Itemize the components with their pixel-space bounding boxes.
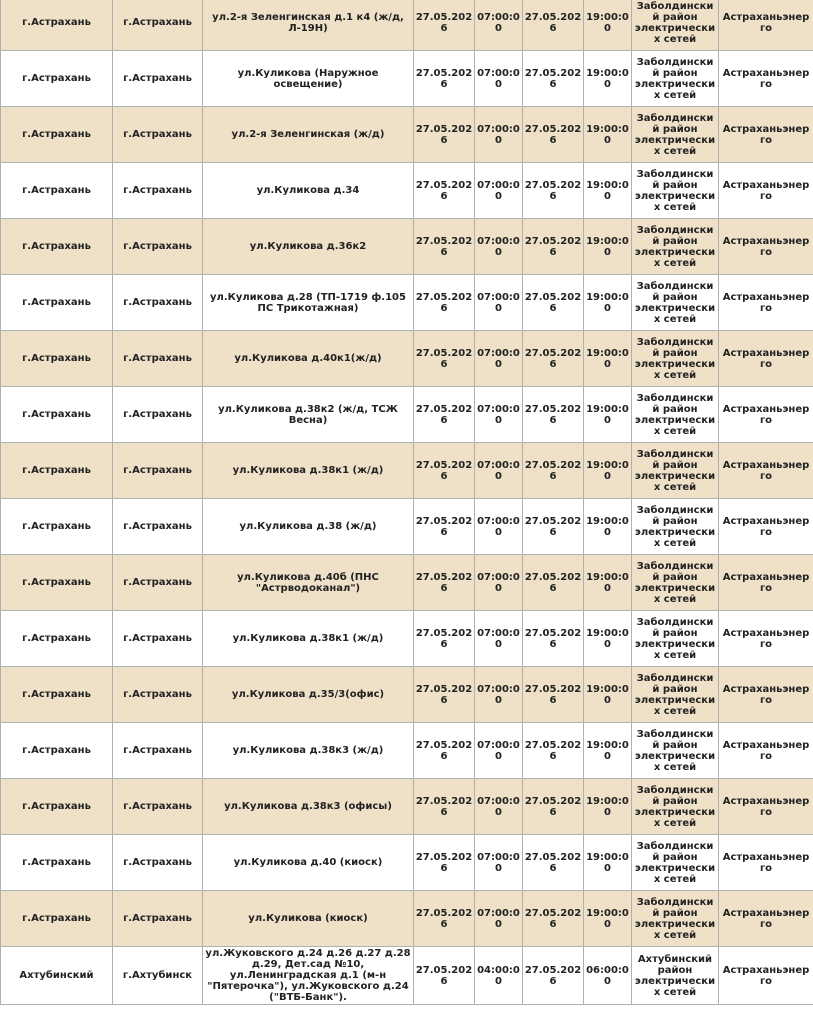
end-time-cell: 19:00:00 <box>584 779 632 835</box>
table-row <box>1 331 813 387</box>
network-cell: Заболдинский район электрических сетей <box>632 331 719 387</box>
start-time-cell: 07:00:00 <box>475 275 523 331</box>
start-date-cell: 27.05.2026 <box>414 723 475 779</box>
address-cell: ул.Куликова д.40к1(ж/д) <box>203 331 414 387</box>
district-cell: г.Астрахань <box>1 443 113 499</box>
table-row <box>1 779 813 835</box>
start-date-cell: 27.05.2026 <box>414 275 475 331</box>
locality-cell: г.Астрахань <box>113 443 203 499</box>
start-date-cell: 27.05.2026 <box>414 443 475 499</box>
company-cell: Астраханьэнерго <box>719 611 813 667</box>
network-cell: Заболдинский район электрических сетей <box>632 835 719 891</box>
network-cell: Заболдинский район электрических сетей <box>632 0 719 51</box>
end-time-cell: 19:00:00 <box>584 275 632 331</box>
end-date-cell: 27.05.2026 <box>523 835 584 891</box>
start-time-cell: 07:00:00 <box>475 443 523 499</box>
district-cell: г.Астрахань <box>1 835 113 891</box>
district-cell: г.Астрахань <box>1 555 113 611</box>
start-time-cell: 07:00:00 <box>475 667 523 723</box>
network-cell: Заболдинский район электрических сетей <box>632 443 719 499</box>
table-row <box>1 947 813 1005</box>
start-time-cell: 07:00:00 <box>475 891 523 947</box>
network-cell: Заболдинский район электрических сетей <box>632 219 719 275</box>
start-date-cell: 27.05.2026 <box>414 219 475 275</box>
table-row <box>1 499 813 555</box>
end-time-cell: 19:00:00 <box>584 667 632 723</box>
start-time-cell: 07:00:00 <box>475 0 523 51</box>
start-date-cell: 27.05.2026 <box>414 779 475 835</box>
address-cell: ул.Куликова д.38к1 (ж/д) <box>203 443 414 499</box>
end-date-cell: 27.05.2026 <box>523 779 584 835</box>
table-row <box>1 835 813 891</box>
district-cell: г.Астрахань <box>1 51 113 107</box>
end-time-cell: 19:00:00 <box>584 835 632 891</box>
locality-cell: г.Астрахань <box>113 0 203 51</box>
end-time-cell: 19:00:00 <box>584 107 632 163</box>
start-time-cell: 07:00:00 <box>475 387 523 443</box>
district-cell: г.Астрахань <box>1 387 113 443</box>
company-cell: Астраханьэнерго <box>719 275 813 331</box>
table-row <box>1 107 813 163</box>
end-date-cell: 27.05.2026 <box>523 387 584 443</box>
start-time-cell: 04:00:00 <box>475 947 523 1005</box>
district-cell: Ахтубинский <box>1 947 113 1005</box>
start-date-cell: 27.05.2026 <box>414 499 475 555</box>
start-time-cell: 07:00:00 <box>475 555 523 611</box>
locality-cell: г.Астрахань <box>113 51 203 107</box>
district-cell: г.Астрахань <box>1 611 113 667</box>
locality-cell: г.Астрахань <box>113 499 203 555</box>
start-time-cell: 07:00:00 <box>475 499 523 555</box>
district-cell: г.Астрахань <box>1 331 113 387</box>
address-cell: ул.Куликова д.28 (ТП-1719 ф.105 ПС Трикотажная) <box>203 275 414 331</box>
table-row <box>1 443 813 499</box>
table-row <box>1 163 813 219</box>
end-date-cell: 27.05.2026 <box>523 51 584 107</box>
locality-cell: г.Астрахань <box>113 723 203 779</box>
end-time-cell: 19:00:00 <box>584 443 632 499</box>
locality-cell: г.Астрахань <box>113 891 203 947</box>
start-time-cell: 07:00:00 <box>475 331 523 387</box>
locality-cell: г.Астрахань <box>113 107 203 163</box>
start-date-cell: 27.05.2026 <box>414 891 475 947</box>
address-cell: ул.Куликова д.40б (ПНС "Астрводоканал") <box>203 555 414 611</box>
address-cell: ул.Куликова д.38 (ж/д) <box>203 499 414 555</box>
network-cell: Ахтубинский район электрических сетей <box>632 947 719 1005</box>
end-date-cell: 27.05.2026 <box>523 275 584 331</box>
start-date-cell: 27.05.2026 <box>414 51 475 107</box>
end-time-cell: 19:00:00 <box>584 555 632 611</box>
network-cell: Заболдинский район электрических сетей <box>632 611 719 667</box>
table-body <box>1 0 813 1005</box>
address-cell: ул.Куликова д.38к3 (офисы) <box>203 779 414 835</box>
locality-cell: г.Ахтубинск <box>113 947 203 1005</box>
company-cell: Астраханьэнерго <box>719 723 813 779</box>
network-cell: Заболдинский район электрических сетей <box>632 555 719 611</box>
address-cell: ул.2-я Зеленгинская д.1 к4 (ж/д, Л-19Н) <box>203 0 414 51</box>
locality-cell: г.Астрахань <box>113 835 203 891</box>
network-cell: Заболдинский район электрических сетей <box>632 275 719 331</box>
end-date-cell: 27.05.2026 <box>523 443 584 499</box>
start-date-cell: 27.05.2026 <box>414 947 475 1005</box>
start-time-cell: 07:00:00 <box>475 51 523 107</box>
start-time-cell: 07:00:00 <box>475 723 523 779</box>
locality-cell: г.Астрахань <box>113 387 203 443</box>
start-date-cell: 27.05.2026 <box>414 611 475 667</box>
table-row <box>1 0 813 51</box>
end-time-cell: 19:00:00 <box>584 219 632 275</box>
end-date-cell: 27.05.2026 <box>523 667 584 723</box>
end-date-cell: 27.05.2026 <box>523 723 584 779</box>
locality-cell: г.Астрахань <box>113 331 203 387</box>
table-row <box>1 275 813 331</box>
locality-cell: г.Астрахань <box>113 275 203 331</box>
table-row <box>1 611 813 667</box>
company-cell: Астраханьэнерго <box>719 163 813 219</box>
start-date-cell: 27.05.2026 <box>414 0 475 51</box>
end-time-cell: 19:00:00 <box>584 163 632 219</box>
address-cell: ул.Куликова (киоск) <box>203 891 414 947</box>
end-date-cell: 27.05.2026 <box>523 107 584 163</box>
start-time-cell: 07:00:00 <box>475 219 523 275</box>
end-date-cell: 27.05.2026 <box>523 331 584 387</box>
network-cell: Заболдинский район электрических сетей <box>632 667 719 723</box>
start-date-cell: 27.05.2026 <box>414 331 475 387</box>
company-cell: Астраханьэнерго <box>719 779 813 835</box>
end-time-cell: 19:00:00 <box>584 51 632 107</box>
end-time-cell: 19:00:00 <box>584 891 632 947</box>
table-row <box>1 723 813 779</box>
locality-cell: г.Астрахань <box>113 779 203 835</box>
end-time-cell: 06:00:00 <box>584 947 632 1005</box>
locality-cell: г.Астрахань <box>113 667 203 723</box>
district-cell: г.Астрахань <box>1 667 113 723</box>
end-time-cell: 19:00:00 <box>584 0 632 51</box>
end-time-cell: 19:00:00 <box>584 499 632 555</box>
address-cell: ул.Куликова д.34 <box>203 163 414 219</box>
address-cell: ул.Куликова д.38к1 (ж/д) <box>203 611 414 667</box>
district-cell: г.Астрахань <box>1 0 113 51</box>
address-cell: ул.Куликова д.40 (киоск) <box>203 835 414 891</box>
company-cell: Астраханьэнерго <box>719 667 813 723</box>
start-date-cell: 27.05.2026 <box>414 555 475 611</box>
network-cell: Заболдинский район электрических сетей <box>632 163 719 219</box>
company-cell: Астраханьэнерго <box>719 219 813 275</box>
address-cell: ул.Куликова д.35/3(офис) <box>203 667 414 723</box>
company-cell: Астраханьэнерго <box>719 0 813 51</box>
start-date-cell: 27.05.2026 <box>414 387 475 443</box>
company-cell: Астраханьэнерго <box>719 891 813 947</box>
network-cell: Заболдинский район электрических сетей <box>632 499 719 555</box>
end-date-cell: 27.05.2026 <box>523 499 584 555</box>
start-time-cell: 07:00:00 <box>475 163 523 219</box>
company-cell: Астраханьэнерго <box>719 555 813 611</box>
table-row <box>1 891 813 947</box>
locality-cell: г.Астрахань <box>113 555 203 611</box>
address-cell: ул.Куликова д.38к2 (ж/д, ТСЖ Весна) <box>203 387 414 443</box>
end-date-cell: 27.05.2026 <box>523 891 584 947</box>
start-date-cell: 27.05.2026 <box>414 667 475 723</box>
network-cell: Заболдинский район электрических сетей <box>632 723 719 779</box>
district-cell: г.Астрахань <box>1 107 113 163</box>
table-row <box>1 667 813 723</box>
company-cell: Астраханьэнерго <box>719 947 813 1005</box>
district-cell: г.Астрахань <box>1 723 113 779</box>
end-time-cell: 19:00:00 <box>584 387 632 443</box>
locality-cell: г.Астрахань <box>113 611 203 667</box>
start-time-cell: 07:00:00 <box>475 611 523 667</box>
end-date-cell: 27.05.2026 <box>523 163 584 219</box>
company-cell: Астраханьэнерго <box>719 499 813 555</box>
address-cell: ул.2-я Зеленгинская (ж/д) <box>203 107 414 163</box>
start-time-cell: 07:00:00 <box>475 835 523 891</box>
district-cell: г.Астрахань <box>1 891 113 947</box>
district-cell: г.Астрахань <box>1 219 113 275</box>
district-cell: г.Астрахань <box>1 779 113 835</box>
address-cell: ул.Жуковского д.24 д.26 д.27 д.28 д.29, Дет.сад №10, ул.Ленинградская д.1 (м-н "Пятерочка"), ул.Жуковского д.24 ("ВТБ-Банк"). <box>203 947 414 1005</box>
start-date-cell: 27.05.2026 <box>414 107 475 163</box>
end-date-cell: 27.05.2026 <box>523 555 584 611</box>
start-date-cell: 27.05.2026 <box>414 835 475 891</box>
table-row <box>1 219 813 275</box>
end-time-cell: 19:00:00 <box>584 331 632 387</box>
end-date-cell: 27.05.2026 <box>523 611 584 667</box>
end-date-cell: 27.05.2026 <box>523 947 584 1005</box>
address-cell: ул.Куликова д.36к2 <box>203 219 414 275</box>
network-cell: Заболдинский район электрических сетей <box>632 387 719 443</box>
end-date-cell: 27.05.2026 <box>523 0 584 51</box>
network-cell: Заболдинский район электрических сетей <box>632 779 719 835</box>
company-cell: Астраханьэнерго <box>719 387 813 443</box>
district-cell: г.Астрахань <box>1 275 113 331</box>
table-row <box>1 51 813 107</box>
district-cell: г.Астрахань <box>1 499 113 555</box>
end-time-cell: 19:00:00 <box>584 723 632 779</box>
network-cell: Заболдинский район электрических сетей <box>632 107 719 163</box>
company-cell: Астраханьэнерго <box>719 107 813 163</box>
network-cell: Заболдинский район электрических сетей <box>632 891 719 947</box>
company-cell: Астраханьэнерго <box>719 51 813 107</box>
table-row <box>1 555 813 611</box>
company-cell: Астраханьэнерго <box>719 835 813 891</box>
start-time-cell: 07:00:00 <box>475 107 523 163</box>
locality-cell: г.Астрахань <box>113 219 203 275</box>
company-cell: Астраханьэнерго <box>719 443 813 499</box>
locality-cell: г.Астрахань <box>113 163 203 219</box>
end-time-cell: 19:00:00 <box>584 611 632 667</box>
address-cell: ул.Куликова д.38к3 (ж/д) <box>203 723 414 779</box>
network-cell: Заболдинский район электрических сетей <box>632 51 719 107</box>
district-cell: г.Астрахань <box>1 163 113 219</box>
company-cell: Астраханьэнерго <box>719 331 813 387</box>
address-cell: ул.Куликова (Наружное освещение) <box>203 51 414 107</box>
start-time-cell: 07:00:00 <box>475 779 523 835</box>
start-date-cell: 27.05.2026 <box>414 163 475 219</box>
table-row <box>1 387 813 443</box>
end-date-cell: 27.05.2026 <box>523 219 584 275</box>
